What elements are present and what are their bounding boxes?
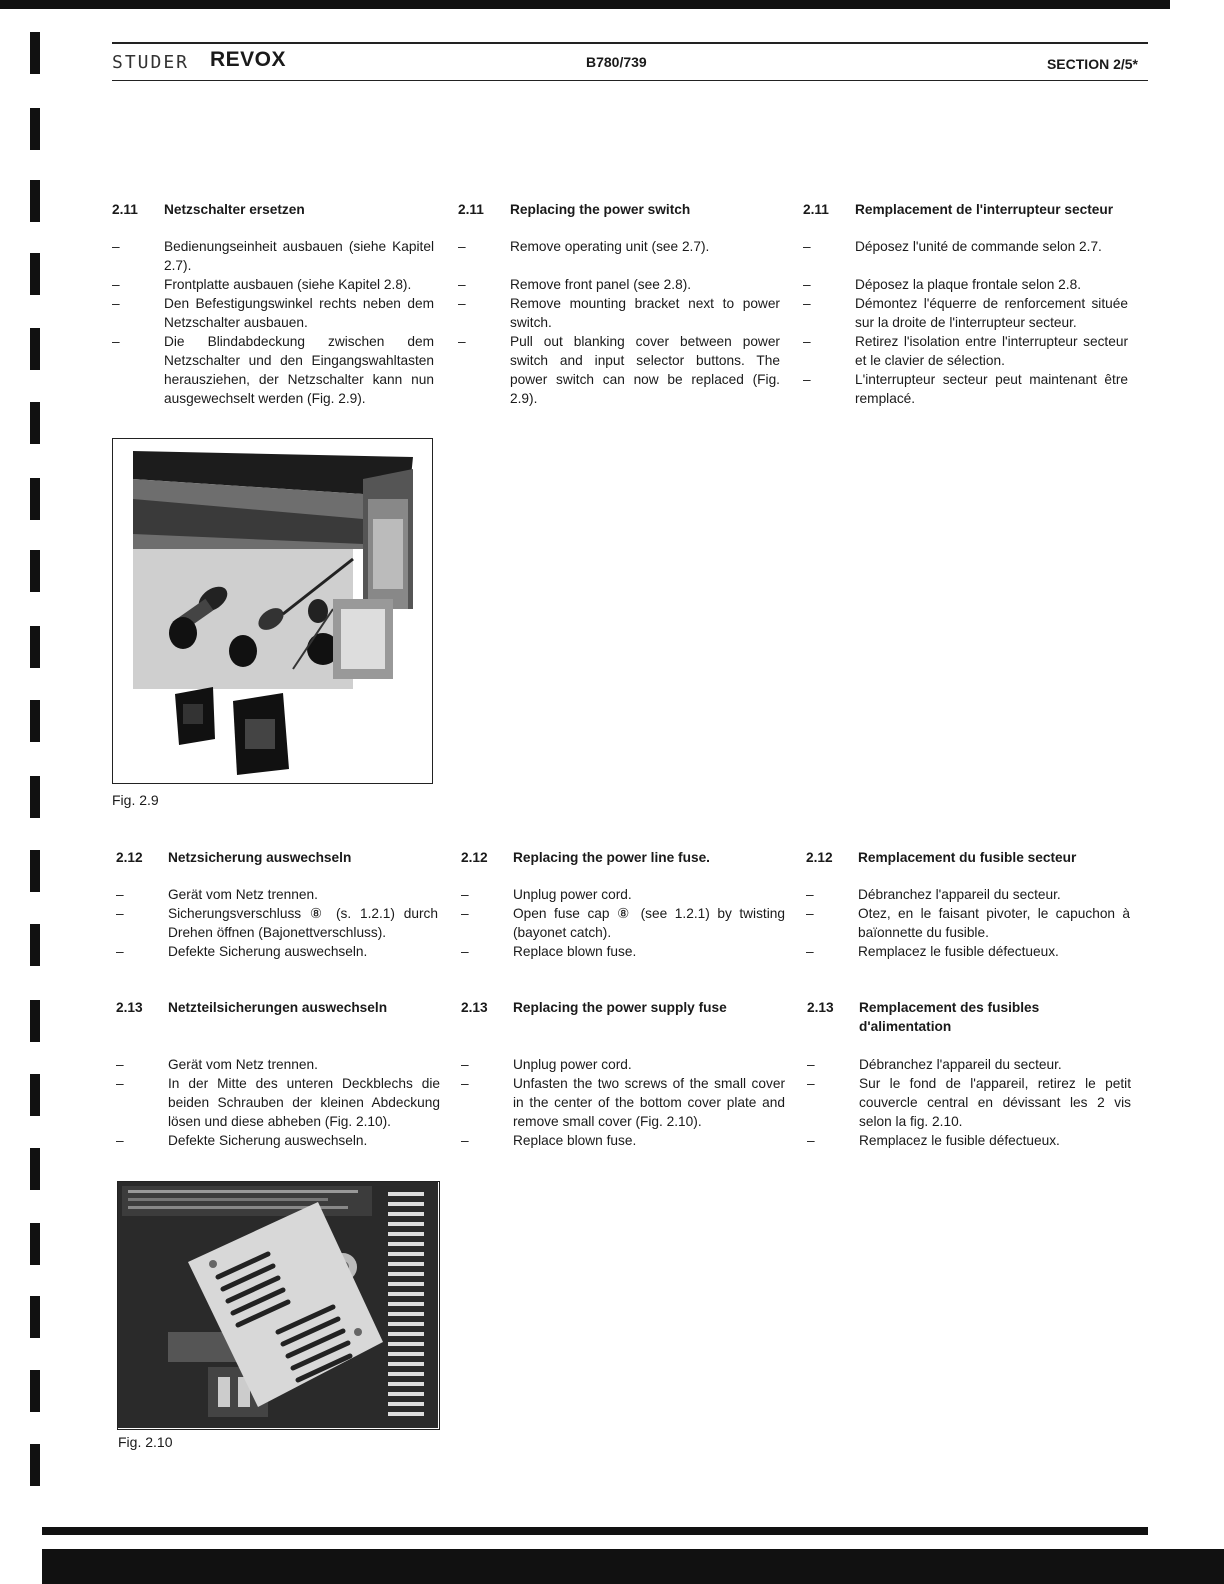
list-item: – Gerät vom Netz trennen.	[116, 887, 318, 902]
list-item: – In der Mitte des unteren Deckblechs die beiden Schrauben der kleinen Abdeckung lösen und diese abheben (Fig. 2.10).	[116, 1076, 440, 1129]
list-item: – Die Blindabdeckung zwischen dem Netzschalter und den Eingangswahltasten herausziehen, der Netzschalter kann nun ausgewechselt werden (Fig. 2.9).	[112, 334, 434, 406]
list-item: – Remove operating unit (see 2.7).	[458, 239, 710, 254]
brand-revox-logo: REVOX	[210, 48, 287, 71]
list-item: – Remove front panel (see 2.8).	[458, 277, 692, 292]
list-item: – Remplacez le fusible défectueux.	[807, 1133, 1060, 1148]
footer-rule	[42, 1527, 1148, 1535]
section-heading: 2.11 Netzschalter ersetzen	[112, 202, 305, 217]
step-list	[116, 1055, 440, 1150]
section-2-13-en	[461, 998, 785, 1150]
header-rule-top	[112, 42, 1148, 44]
list-item: – Replace blown fuse.	[461, 1133, 637, 1148]
list-item: – Open fuse cap ⑧ (see 1.2.1) by twisting (bayonet catch).	[461, 906, 785, 940]
list-item: – Otez, en le faisant pivoter, le capuchon à baïonnette du fusible.	[806, 906, 1130, 940]
list-item: – Defekte Sicherung auswechseln.	[116, 944, 368, 959]
section-heading: 2.13 Netzteilsicherungen auswechseln	[116, 1000, 388, 1015]
figure-2-10-photo	[117, 1181, 440, 1430]
section-heading: 2.11 Remplacement de l'interrupteur secteur	[803, 202, 1114, 217]
step-list	[461, 1055, 785, 1150]
section-heading: 2.13 Replacing the power supply fuse	[461, 1000, 727, 1015]
list-item: – Débranchez l'appareil du secteur.	[806, 887, 1061, 902]
list-item: – Replace blown fuse.	[461, 944, 637, 959]
power-switch-photo	[113, 439, 431, 782]
section-2-12-en	[461, 848, 785, 961]
list-item: – Remplacez le fusible défectueux.	[806, 944, 1059, 959]
document-code: B780/739	[586, 54, 647, 70]
step-list	[458, 237, 780, 408]
section-2-12-de	[116, 848, 438, 961]
figure-2-9-caption: Fig. 2.9	[112, 792, 159, 808]
section-2-12-fr	[806, 848, 1130, 961]
list-item: – Bedienungseinheit ausbauen (siehe Kapitel 2.7).	[112, 239, 434, 273]
list-item: – Sicherungsverschluss ⑧ (s. 1.2.1) durch Drehen öffnen (Bajonettverschluss).	[116, 906, 438, 940]
header-rule-bottom	[112, 80, 1148, 81]
list-item: – Unplug power cord.	[461, 887, 632, 902]
step-list	[461, 885, 785, 961]
step-list	[803, 237, 1128, 408]
list-item: – Gerät vom Netz trennen.	[116, 1057, 318, 1072]
section-2-11-en	[458, 200, 780, 408]
bottom-edge-bar	[42, 1549, 1224, 1584]
brand-studer-logo: STUDER	[112, 52, 190, 73]
list-item: – Unplug power cord.	[461, 1057, 632, 1072]
step-list	[112, 237, 434, 408]
list-item: – Frontplatte ausbauen (siehe Kapitel 2.8).	[112, 277, 412, 292]
list-item: – Defekte Sicherung auswechseln.	[116, 1133, 368, 1148]
list-item: – Den Befestigungswinkel rechts neben dem Netzschalter ausbauen.	[112, 296, 434, 330]
binding-marks	[30, 28, 68, 1508]
section-heading: 2.13 Remplacement des fusibles d'alimentation	[807, 1000, 1040, 1034]
top-edge-bar	[0, 0, 1170, 9]
list-item: – Unfasten the two screws of the small cover in the center of the bottom cover plate and remove small cover (Fig. 2.10).	[461, 1076, 785, 1129]
list-item: – Retirez l'isolation entre l'interrupteur secteur et le clavier de sélection.	[803, 334, 1128, 368]
section-2-11-de	[112, 200, 434, 408]
list-item: – Déposez la plaque frontale selon 2.8.	[803, 277, 1081, 292]
section-heading: 2.12 Replacing the power line fuse.	[461, 850, 710, 865]
step-list	[807, 1055, 1131, 1150]
step-list	[116, 885, 438, 961]
figure-2-10-caption: Fig. 2.10	[118, 1434, 173, 1450]
step-list	[806, 885, 1130, 961]
section-2-13-de	[116, 998, 440, 1150]
fuse-cover-photo	[118, 1182, 438, 1428]
section-heading: 2.11 Replacing the power switch	[458, 202, 691, 217]
list-item: – Débranchez l'appareil du secteur.	[807, 1057, 1062, 1072]
list-item: – Démontez l'équerre de renforcement située sur la droite de l'interrupteur secteur.	[803, 296, 1128, 330]
figure-2-9-photo	[112, 438, 433, 784]
section-heading: 2.12 Netzsicherung auswechseln	[116, 850, 352, 865]
list-item: – Remove mounting bracket next to power switch.	[458, 296, 780, 330]
list-item: – Déposez l'unité de commande selon 2.7.	[803, 239, 1102, 254]
section-2-13-fr	[807, 998, 1131, 1150]
section-heading: 2.12 Remplacement du fusible secteur	[806, 850, 1077, 865]
list-item: – L'interrupteur secteur peut maintenant être remplacé.	[803, 372, 1128, 406]
section-number: SECTION 2/5*	[1046, 56, 1138, 72]
list-item: – Sur le fond de l'appareil, retirez le petit couvercle central en dévissant les 2 vis selon la fig. 2.10.	[807, 1076, 1131, 1129]
list-item: – Pull out blanking cover between power switch and input selector buttons. The power switch can now be replaced (Fig. 2.9).	[458, 334, 780, 406]
section-2-11-fr	[803, 200, 1128, 408]
